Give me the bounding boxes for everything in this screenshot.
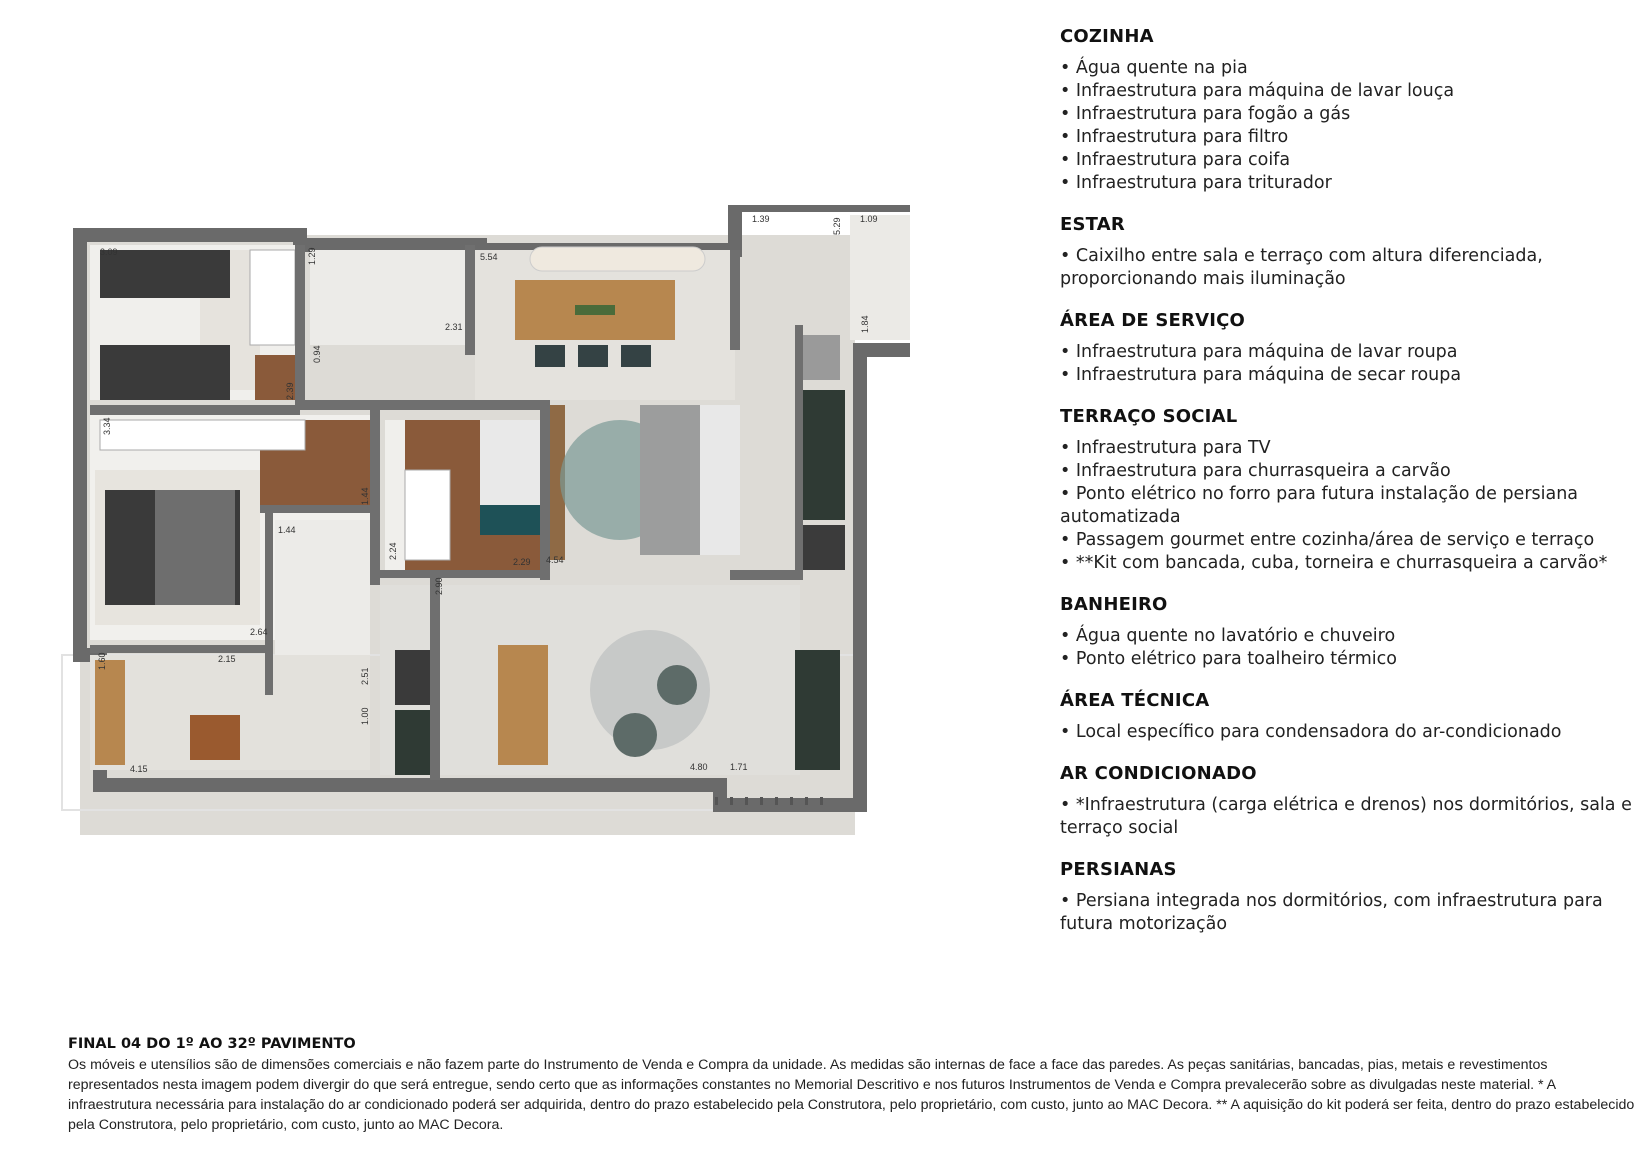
dim-label: 1.60 bbox=[97, 652, 107, 670]
spec-item: • Caixilho entre sala e terraço com altura diferenciada, proporcionando mais iluminação bbox=[1060, 246, 1543, 289]
dim-label: 1.39 bbox=[752, 214, 770, 224]
dim-label: 2.90 bbox=[434, 577, 444, 595]
dim-label: 1.71 bbox=[730, 762, 748, 772]
dim-label: 4.80 bbox=[690, 762, 708, 772]
spec-item: • Infraestrutura para churrasqueira a carvão bbox=[1060, 461, 1451, 481]
spec-section bbox=[1060, 26, 1640, 195]
spec-section-title: TERRAÇO SOCIAL bbox=[1060, 406, 1238, 427]
spec-section-title: PERSIANAS bbox=[1060, 859, 1177, 880]
counter-top bbox=[530, 247, 705, 271]
footer-disclaimer: Os móveis e utensílios são de dimensões comerciais e não fazem parte do Instrumento de Venda e Compra da unidade. As medidas são internas de face a face das paredes. As peças sanitárias, bancadas, pias, metais e revestimentos representados nesta imagem podem divergir do que será entregue, sendo certo que as informações constantes no Memorial Descritivo e nos futuros Instrumentos de Venda e Compra prevalecerão sobre as divulgadas neste material. * A infraestrutura necessária para instalação do ar condicionado poderá ser adquirida, dentro do prazo estabelecido pela Construtora, pelo proprietário, com custo, junto ao MAC Decora. ** A aquisição do kit poderá ser feita, dentro do prazo estabelecido pela Construtora, pelo proprietário, com custo, junto ao MAC Decora. bbox=[68, 1057, 1635, 1133]
spec-item: • Infraestrutura para máquina de lavar louça bbox=[1060, 81, 1455, 101]
spec-item: • Local específico para condensadora do ar-condicionado bbox=[1060, 722, 1562, 742]
spec-section bbox=[1060, 406, 1640, 575]
bed-1b bbox=[100, 345, 230, 400]
spec-item: • Infraestrutura para filtro bbox=[1060, 127, 1289, 147]
dim-label: 2.31 bbox=[445, 322, 463, 332]
dim-label: 1.84 bbox=[860, 315, 870, 333]
dim-label: 5.54 bbox=[480, 252, 498, 262]
chair-3 bbox=[621, 345, 651, 367]
plant-table bbox=[575, 305, 615, 315]
dim-label: 0.94 bbox=[312, 345, 322, 363]
bath-2-floor bbox=[850, 215, 910, 340]
chair-1 bbox=[535, 345, 565, 367]
terrace-counter bbox=[395, 710, 435, 775]
spec-item: • *Infraestrutura (carga elétrica e drenos) nos dormitórios, sala e terraço social bbox=[1060, 795, 1632, 838]
dim-label: 4.54 bbox=[546, 555, 564, 565]
spec-item: • Persiana integrada nos dormitórios, com infraestrutura para futura motorização bbox=[1060, 891, 1603, 934]
spec-item: • Infraestrutura para triturador bbox=[1060, 173, 1332, 193]
armchair-1 bbox=[657, 665, 697, 705]
dim-label: 2.24 bbox=[388, 542, 398, 560]
terrace-table bbox=[498, 645, 548, 765]
spec-item: • Infraestrutura para máquina de secar roupa bbox=[1060, 365, 1462, 385]
spec-section-title: AR CONDICIONADO bbox=[1060, 763, 1257, 784]
dim-label: 3.09 bbox=[100, 247, 118, 257]
spec-section bbox=[1060, 310, 1640, 387]
spec-section-title: ÁREA TÉCNICA bbox=[1060, 690, 1210, 711]
dim-label: 2.64 bbox=[250, 627, 268, 637]
spec-section bbox=[1060, 859, 1640, 936]
spec-item: • Ponto elétrico para toalheiro térmico bbox=[1060, 649, 1397, 669]
master-closet bbox=[100, 420, 305, 450]
spec-item: • Infraestrutura para máquina de lavar roupa bbox=[1060, 342, 1458, 362]
dim-label: 2.29 bbox=[513, 557, 531, 567]
footer bbox=[68, 1036, 1638, 1135]
master-bed-sheet bbox=[155, 490, 235, 605]
terrace-floor bbox=[380, 585, 800, 775]
service-counter bbox=[800, 390, 845, 520]
spec-list bbox=[1060, 26, 1640, 955]
dim-label: 5.29 bbox=[832, 217, 842, 235]
dim-label: 3.34 bbox=[102, 417, 112, 435]
spec-section bbox=[1060, 214, 1640, 291]
spec-section-title: COZINHA bbox=[1060, 26, 1154, 47]
armchair-office bbox=[190, 715, 240, 760]
spec-section-title: ESTAR bbox=[1060, 214, 1125, 235]
terrace-side-counter bbox=[795, 650, 840, 770]
dim-label: 2.15 bbox=[218, 654, 236, 664]
spec-item: • **Kit com bancada, cuba, torneira e churrasqueira a carvão* bbox=[1060, 553, 1608, 573]
spec-section-title: ÁREA DE SERVIÇO bbox=[1060, 310, 1246, 331]
spec-section-title: BANHEIRO bbox=[1060, 594, 1168, 615]
spec-item: • Ponto elétrico no forro para futura instalação de persiana automatizada bbox=[1060, 484, 1579, 527]
dim-label: 4.15 bbox=[130, 764, 148, 774]
bath-1-floor bbox=[310, 250, 465, 345]
closet-2 bbox=[405, 470, 450, 560]
sofa-table bbox=[700, 405, 740, 555]
spec-item: • Infraestrutura para TV bbox=[1060, 438, 1271, 458]
spec-item: • Infraestrutura para fogão a gás bbox=[1060, 104, 1351, 124]
dim-label: 1.29 bbox=[307, 247, 317, 265]
floor-plan bbox=[60, 205, 910, 865]
laundry-machine bbox=[800, 335, 840, 380]
footer-title: FINAL 04 DO 1º AO 32º PAVIMENTO bbox=[68, 1036, 356, 1052]
dim-label: 2.51 bbox=[360, 667, 370, 685]
spec-item: • Infraestrutura para coifa bbox=[1060, 150, 1291, 170]
dim-label: 2.39 bbox=[285, 382, 295, 400]
spec-section bbox=[1060, 690, 1640, 744]
dim-label: 1.44 bbox=[278, 525, 296, 535]
closet-1 bbox=[250, 250, 295, 345]
spec-item: • Água quente na pia bbox=[1060, 58, 1248, 78]
dim-label: 1.00 bbox=[360, 707, 370, 725]
spec-section bbox=[1060, 594, 1640, 671]
dim-label: 1.09 bbox=[860, 214, 878, 224]
stove bbox=[800, 525, 845, 570]
spec-section bbox=[1060, 763, 1640, 840]
grill bbox=[395, 650, 435, 705]
bed-1a bbox=[100, 250, 230, 298]
chair-2 bbox=[578, 345, 608, 367]
dim-label: 1.44 bbox=[360, 487, 370, 505]
armchair-2 bbox=[613, 713, 657, 757]
desk bbox=[95, 660, 125, 765]
bed-2-blanket bbox=[480, 505, 545, 535]
spec-item: • Passagem gourmet entre cozinha/área de serviço e terraço bbox=[1060, 530, 1595, 550]
spec-item: • Água quente no lavatório e chuveiro bbox=[1060, 626, 1396, 646]
